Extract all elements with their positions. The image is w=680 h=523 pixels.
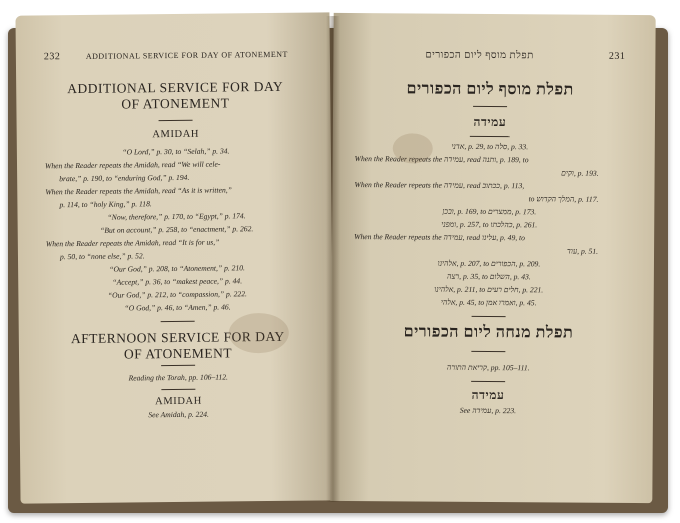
text-line: brate,” p. 190, to “enduring God,” p. 194. [59, 172, 190, 184]
text-line: Reading the Torah, pp. 106–112. [128, 372, 228, 383]
text-line: “But on account,” p. 258, to “enactment,” p. 262. [100, 224, 254, 235]
divider-rule [161, 389, 195, 390]
right-page [330, 13, 655, 503]
text-line: רצה, p. 35, to השלום, p. 43. [446, 271, 531, 282]
page-stain [393, 133, 433, 163]
left-page [15, 12, 334, 503]
text-line: When the Reader repeats the עמידה, read עלינו, p. 49, to [354, 232, 526, 243]
text-line: אדני, p. 29, to סלה, p. 33. [451, 141, 529, 152]
right-running-header [355, 49, 625, 65]
text-line: p. 50, to “none else,” p. 52. [59, 251, 145, 262]
left-title [44, 79, 306, 114]
left-title-line1: ADDITIONAL SERVICE FOR DAY [67, 78, 284, 97]
text-line: When the Reader repeats the Amidah, read “We will cele- [44, 159, 221, 171]
left-title-line2: OF ATONEMENT [121, 95, 230, 112]
right-section-amidah-2: עמידה [471, 387, 505, 403]
divider-rule [471, 351, 505, 352]
divider-rule [472, 316, 506, 317]
left-running-header [44, 49, 306, 66]
text-line: אלהי, p. 45, to ואמרו אמן, p. 45. [440, 297, 537, 308]
text-line: “Accept,” p. 36, to “makest peace,” p. 44. [112, 276, 243, 287]
right-running-head: תפלת מוסף ליום הכפורים [425, 49, 534, 62]
text-line: When the Reader repeats the Amidah, read “As it is written,” [45, 185, 232, 197]
divider-rule [161, 365, 195, 366]
left-section-amidah: AMIDAH [152, 128, 200, 141]
text-line: When the Reader repeats the עמידה, read ככתוב, p. 113, [354, 180, 525, 191]
divider-rule [473, 106, 507, 107]
left-section-amidah-2: AMIDAH [155, 395, 202, 408]
text-line: When the Reader repeats the עמידה, read ותנה, p. 189, to [354, 154, 529, 165]
text-line: See עמידה, p. 223. [459, 405, 517, 416]
divider-rule [471, 381, 505, 382]
right-title-afternoon: תפלת מנחה ליום הכפורים [403, 323, 574, 342]
text-line: אלהינו, p. 207, to הכפורים, p. 209. [437, 258, 541, 269]
left-page-number: 232 [43, 51, 61, 63]
divider-rule [159, 120, 193, 121]
right-section-amidah: עמידה [473, 114, 507, 130]
divider-rule [470, 136, 510, 137]
right-title: תפלת מוסף ליום הכפורים [406, 80, 574, 99]
divider-rule [161, 321, 195, 322]
text-line: ובכן, p. 169, to ממצרים, p. 173. [442, 206, 537, 217]
text-line: אלהינו, p. 211, to חלים רעים, p. 221. [434, 284, 544, 295]
left-title2-line1: AFTERNOON SERVICE FOR DAY [70, 328, 285, 347]
text-line: “Our God,” p. 208, to “Atonement,” p. 210. [109, 263, 245, 274]
text-line: “O Lord,” p. 30, to “Selah,” p. 34. [122, 146, 230, 157]
text-line: “O God,” p. 46, to “Amen,” p. 46. [124, 302, 231, 313]
left-title2-line2: OF ATONEMENT [123, 345, 233, 362]
left-running-head: ADDITIONAL SERVICE FOR DAY OF ATONEMENT [85, 49, 288, 61]
text-line: ומפני, p. 257, to כהלכתו, p. 261. [441, 219, 538, 230]
text-line: קריאת התורה, pp. 105–111. [446, 362, 530, 373]
text-line: When the Reader repeats the Amidah, read “It is for us,” [45, 237, 220, 249]
text-line: וקים, p. 193. [561, 168, 599, 178]
text-line: See Amidah, p. 224. [148, 409, 209, 420]
text-line: עוד, p. 51. [566, 246, 599, 256]
right-page-number: 231 [608, 50, 626, 62]
text-line: p. 114, to “holy King,” p. 118. [59, 199, 152, 210]
text-line: to המלך הקדוש, p. 117. [528, 194, 599, 204]
text-line: “Now, therefore,” p. 170, to “Egypt,” p. 174. [107, 211, 246, 222]
open-book [8, 10, 668, 513]
text-line: “Our God,” p. 212, to “compassion,” p. 222. [107, 289, 247, 300]
book-gutter [326, 16, 340, 502]
